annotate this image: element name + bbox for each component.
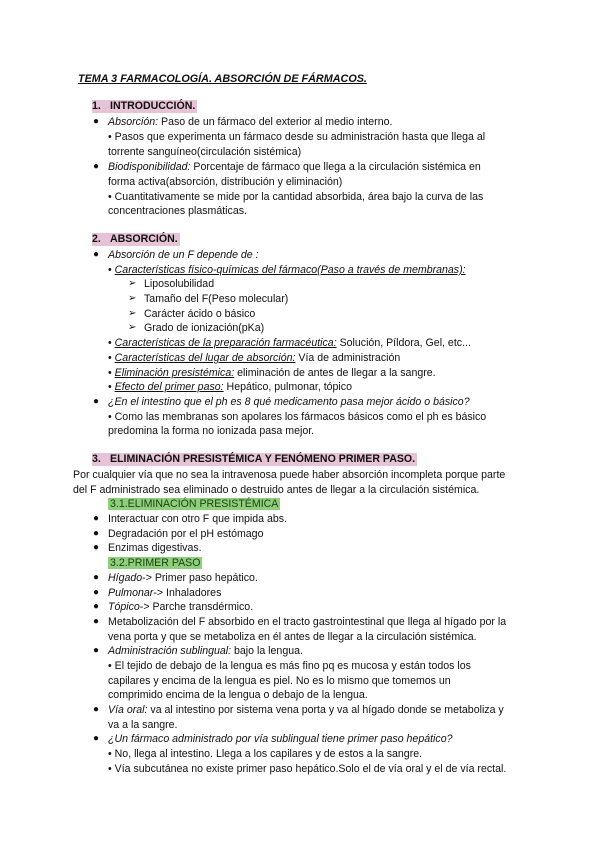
list-item: • Características físico-químicas del fármaco(Paso a través de membranas): — [108, 264, 466, 276]
bullet-icon: ● — [93, 587, 100, 598]
list-item: forma activa(absorción, distribución y eliminación) — [108, 176, 343, 188]
bullet-icon: ● — [93, 116, 100, 127]
bullet-icon: ● — [93, 528, 100, 539]
list-item: comprimido encima de la lengua o debajo de la lengua. — [108, 689, 368, 701]
list-item: Grado de ionización(pKa) — [144, 322, 265, 334]
bullet-icon: ● — [93, 572, 100, 583]
list-item: Enzimas digestivas. — [108, 542, 202, 554]
list-item: • El tejido de debajo de la lengua es más fino pq es mucosa y están todos los — [108, 660, 471, 672]
section-title: INTRODUCCIÓN. — [110, 100, 196, 112]
section-number: 3. — [92, 453, 101, 465]
arrow-bullet-icon: ➢ — [128, 322, 137, 333]
bullet-icon: ● — [93, 601, 100, 612]
bullet-icon: ● — [93, 161, 100, 172]
bullet-icon: ● — [93, 616, 100, 627]
list-item: Interactuar con otro F que impida abs. — [108, 513, 288, 525]
bullet-icon: ● — [93, 733, 100, 744]
document-title: TEMA 3 FARMACOLOGÍA. ABSORCIÓN DE FÁRMACOS. — [78, 73, 367, 85]
list-item: Absorción de un F depende de : — [108, 249, 259, 261]
list-item: ¿En el intestino que el ph es 8 qué medicamento pasa mejor ácido o básico? — [108, 396, 470, 408]
list-item: • Vía subcutánea no existe primer paso hepático.Solo el de vía oral y el de vía rectal. — [108, 763, 507, 775]
list-item: Vía oral: va al intestino por sistema vena porta y va al hígado donde se metaboliza y — [108, 704, 504, 716]
bullet-icon: ● — [93, 396, 100, 407]
list-item: vena porta y que se metaboliza en él antes de llegar a la circulación sistémica. — [108, 631, 477, 643]
list-item: predomina la forma no ionizada pasa mejor. — [108, 425, 315, 437]
paragraph-line: del F administrado sea eliminado o destruido antes de llegar a la circulación sistémica. — [73, 484, 480, 496]
list-item: Absorción: Paso de un fármaco del exterior al medio interno. — [108, 116, 393, 128]
list-item: • Cuantitativamente se mide por la cantidad absorbida, área bajo la curva de las — [108, 191, 484, 203]
paragraph-line: Por cualquier vía que no sea la intravenosa puede haber absorción incompleta porque parte — [73, 469, 506, 481]
list-item: • Características del lugar de absorción: Vía de administración — [108, 352, 401, 364]
bullet-icon: ● — [93, 249, 100, 260]
list-item: Administración sublingual: bajo la lengua. — [108, 645, 303, 657]
list-item: Tamaño del F(Peso molecular) — [144, 293, 289, 305]
list-item: • Pasos que experimenta un fármaco desde su administración hasta que llega al — [108, 131, 486, 143]
list-item: ¿Un fármaco administrado por vía sublingual tiene primer paso hepático? — [108, 733, 453, 745]
arrow-bullet-icon: ➢ — [128, 293, 137, 304]
section-1-heading — [92, 100, 197, 112]
list-item: torrente sanguíneo(circulación sistémica) — [108, 146, 302, 158]
bullet-icon: ● — [93, 645, 100, 656]
bullet-icon: ● — [93, 542, 100, 553]
list-item: Carácter ácido o básico — [144, 308, 256, 320]
list-item: va a la sangre. — [108, 719, 178, 731]
list-item: capilares y encima de la lengua es piel. No es lo mismo que tomemos un — [108, 675, 451, 687]
list-item: concentraciones plasmáticas. — [108, 205, 247, 217]
list-item: • Efecto del primer paso: Hepático, pulmonar, tópico — [108, 381, 352, 393]
section-number: 1. — [92, 100, 101, 112]
list-item: • Eliminación presistémica: eliminación de antes de llegar a la sangre. — [108, 367, 436, 379]
list-item: • No, llega al intestino. Llega a los capilares y de estos a la sangre. — [108, 748, 423, 760]
section-3-heading — [92, 453, 417, 465]
list-item: Degradación por el pH estómago — [108, 528, 264, 540]
list-item: Metabolización del F absorbido en el tracto gastrointestinal que llega al hígado por la — [108, 616, 507, 628]
arrow-bullet-icon: ➢ — [128, 308, 137, 319]
list-item: Hígado-> Primer paso hepático. — [108, 572, 258, 584]
list-item: • Características de la preparación farmacéutica: Solución, Píldora, Gel, etc... — [108, 337, 471, 349]
section-number: 2. — [92, 233, 101, 245]
bullet-icon: ● — [93, 513, 100, 524]
list-item: Pulmonar-> Inhaladores — [108, 587, 222, 599]
section-title: ABSORCIÓN. — [110, 233, 178, 245]
section-title: ELIMINACIÓN PRESISTÉMICA Y FENÓMENO PRIMER PASO. — [110, 453, 416, 465]
subsection-heading: 3.1.ELIMINACIÓN PRESISTÉMICA — [110, 498, 279, 510]
bullet-icon: ● — [93, 704, 100, 715]
list-item: Tópico-> Parche transdérmico. — [108, 601, 254, 613]
section-2-heading — [92, 233, 180, 245]
arrow-bullet-icon: ➢ — [128, 278, 137, 289]
list-item: Biodisponibilidad: Porcentaje de fármaco que llega a la circulación sistémica en — [108, 161, 481, 173]
subsection-heading: 3.2.PRIMER PASO — [110, 557, 201, 569]
list-item: Liposolubilidad — [144, 278, 215, 290]
list-item: • Como las membranas son apolares los fármacos básicos como el ph es básico — [108, 411, 487, 423]
